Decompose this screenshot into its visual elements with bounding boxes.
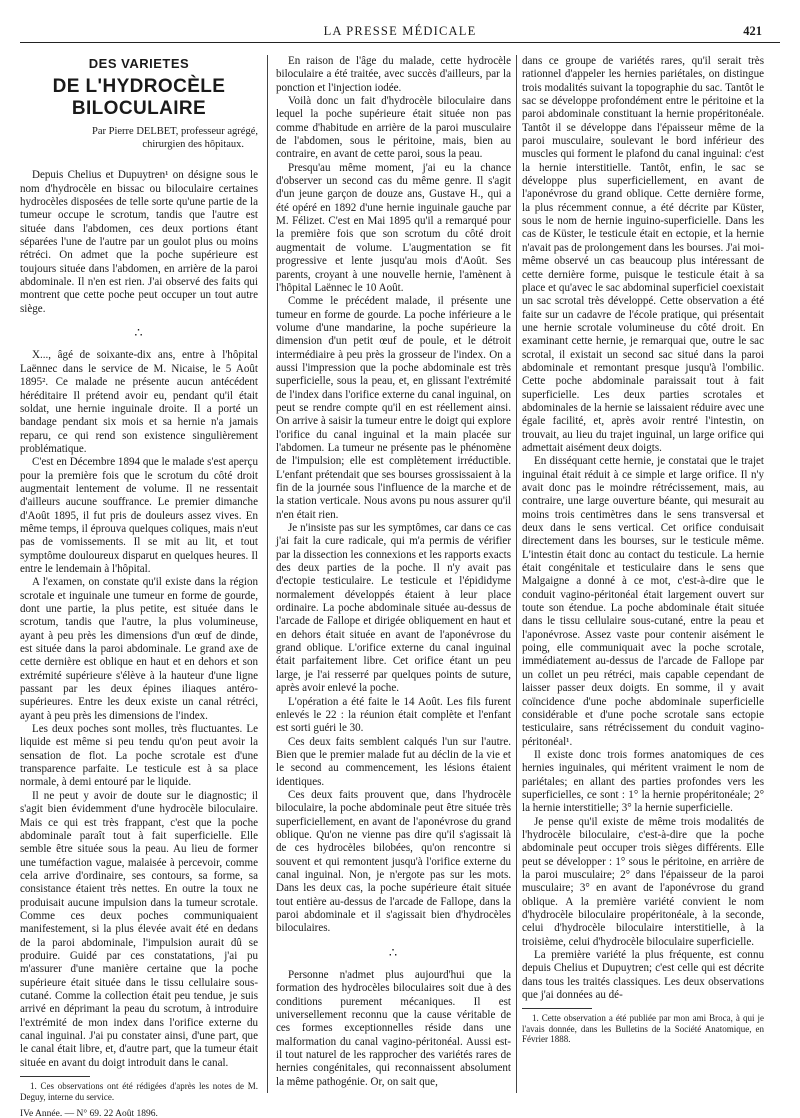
footnote-rule [522, 1008, 592, 1009]
paragraph: Comme le précédent malade, il présente une tumeur en forme de gourde. La poche inférieure a le volume d'une mandarine, la poche supérieure la dimension d'un petit œuf de poule, et le détroit intermédiaire à peu près la grosseur de l'index. On a aussi l'impression que la poche abdominale est très superficielle, sous la peau, et, en glissant l'extrémité de l'index dans l'orifice externe du canal inguinal, on peut se rendre compte qu'il en est réellement ainsi. On arrive à saisir la tumeur entre le doigt qui explore l'orifice du canal inguinal et la main placée sur l'abdomen. La tumeur ne présente pas le phénomène de l'impulsion; elle est complètement irréductible. L'enfant prétendait que ses bourses grossissaient à la fin de la journée sous l'influence de la marche et de la station verticale. Nous avons pu nous assurer qu'il n'en était rien. [276, 295, 511, 521]
paragraph: Presqu'au même moment, j'ai eu la chance d'observer un second cas du même genre. Il s'agit d'un jeune garçon de douze ans, Gustave H., qui a été opéré en 1892 d'une hernie inguinale gauche par M. Félizet. C'est en Mai 1895 qu'il a remarqué pour la première fois que son scrotum du côté droit augmentait de volume. L'augmentation se fit progressive et lente jusqu'au mois d'Août. Ses parents, croyant à une nouvelle hernie, l'amènent à l'hôpital Laënnec le 10 Août. [276, 161, 511, 294]
paragraph: Ces deux faits semblent calqués l'un sur l'autre. Bien que le premier malade fut au déclin de la vie et le second au commencement, les lésions étaient identiques. [276, 735, 511, 788]
issue-line: IVe Année. — N° 69. 22 Août 1896. [20, 1109, 158, 1118]
paragraph: Je n'insiste pas sur les symptômes, car dans ce cas j'ai fait la cure radicale, qui m'a permis de vérifier par la dissection les connexions et les rapports exacts des deux parties de la poche. Il n'y avait pas d'ectopie testiculaire. Le testicule et l'épididyme normalement développés étaient à leur place ordinaire. La poche abdominale située au-dessus de l'arcade de Fallope et dirigée obliquement en haut et en dehors était située en avant de l'aponévrose du grand oblique. L'orifice externe du canal inguinal était parfaitement libre. Cet orifice étant un peu large, je l'ai resserré par quelques points de suture, après avoir enlevé la poche. [276, 522, 511, 695]
column-rule-1 [267, 55, 268, 1093]
paragraph: En disséquant cette hernie, je constatai que le trajet inguinal était réduit à ce simple et large orifice. Il n'y avait donc pas le moindre rétrécissement, mais, au contraire, une large ouverture béante, qui mesurait au moins trois centimètres dans le sens transversal et deux dans le sens vertical. Cet orifice conduisait directement dans les bourses, sur le testicule même. L'intestin était donc au contact du testicule. La hernie était congénitale et testiculaire dans le sens que Malgaigne a donné à ce mot, c'est-à-dire que le conduit vagino-péritonéal était largement ouvert sur toute son étendue. La poche abdominale était située dans le tissu cellulaire sous-cutané, entre la peau et l'aponévrose. Assez vaste pour contenir aisément le poing, elle communiquait avec la poche scrotale, immédiatement au-dessus de l'arcade de Fallope par un collet un peu rétréci, mais capable cependant de laisser passer deux doigts. En somme, il y avait coïncidence d'une poche abdominale superficielle considérable et d'une poche scrotale sans ectopie testiculaire, sans rétrécissement du conduit vagino-péritonéal¹. [522, 455, 764, 748]
column-rule-2 [516, 55, 517, 1093]
paragraph: Voilà donc un fait d'hydrocèle biloculaire dans lequel la poche supérieure était située non pas comme d'habitude en arrière de la paroi musculaire de l'abdomen, sous le péritoine, mais, bien au contraire, en avant de cette paroi, sous la peau. [276, 95, 511, 161]
footnote-rule [20, 1076, 90, 1077]
paragraph: Les deux poches sont molles, très fluctuantes. Le liquide est même si peu tendu qu'on peut avoir la sensation de flot. La poche scrotale est d'une transparence parfaite. Le testicule est à sa place normale, à demi entouré par le liquide. [20, 723, 258, 789]
footnote: 1. Ces observations ont été rédigées d'après les notes de M. Deguy, interne du service. [20, 1081, 258, 1102]
paragraph: En raison de l'âge du malade, cette hydrocèle biloculaire a été traitée, avec succès d'ailleurs, par la ponction et l'injection iodée. [276, 55, 511, 94]
paragraph: Ces deux faits prouvent que, dans l'hydrocèle biloculaire, la poche abdominale peut être située très superficiellement, en avant de l'aponévrose du grand oblique. Qu'on ne vienne pas dire qu'il s'agissait là de ces hydrocèles bilobées, qu'on rencontre si souvent et qui remontent jusqu'à l'orifice externe du canal inguinal. Non, je n'ergote pas sur les mots. Dans les deux cas, la poche supérieure était située tout entière au-dessus de l'arcade de Fallope, dans la paroi abdominale et il s'agissait bien d'hydrocèles biloculaires. [276, 788, 511, 935]
column-3 [522, 55, 764, 1045]
paragraph: dans ce groupe de variétés rares, qu'il serait très rationnel d'appeler les hernies pariétales, on distingue trois modalités suivant la topographie du sac. Tantôt le sac se développe profondément entre le péritoine et la paroi abdominale constituant la hernie propéritonéale. Tantôt il se développe dans l'épaisseur même de la paroi musculaire, soulevant le bord inférieur des muscles qui forment le plafond du canal inguinal: c'est la hernie interstitielle. Tantôt, enfin, le sac se développe plus superficiellement, en avant de l'aponévrose du grand oblique. Cette dernière forme, la plus récemment connue, a été décrite par Küster, sous le nom de hernie inguino-superficielle. Dans les cas de Küster, le testicule était en ectopie, et la hernie n'avait pas de prolongement dans les bourses. J'ai moi-même observé un cas beaucoup plus intéressant de cette dernière forme, puisque le testicule était à sa place et qu'avec le sac abdominal superficiel coexistait un sac scrotal très développé. Cette observation a été faite sur un cadavre de l'école pratique, qui présentait une hernie scrotale volumineuse du côté droit. En examinant cette hernie, je remarquai que, outre le sac scrotal, il existait un second sac situé dans la paroi abdominale et remontant presque jusqu'à l'ombilic. Cette poche abdominale paraissait tout à fait superficielle. Les deux parties scrotales et abdominales de la hernie se laissaient réduire avec une égale facilité, et, après avoir rentré l'intestin, on trouvait, au lieu du trajet inguinal, un large orifice qui admettait aisément deux doigts. [522, 55, 764, 454]
paragraph: X..., âgé de soixante-dix ans, entre à l'hôpital Laënnec dans le service de M. Nicaise, le 5 Août 1895². Ce malade ne présente aucun antécédent héréditaire Il prétend avoir eu, pendant qu'il était soldat, une hernie inguinale droite. Il a porté un bandage pendant six mois et sa hernie n'a jamais reparu, ce qui rend son existence singulièrement problématique. [20, 349, 258, 455]
paragraph: L'opération a été faite le 14 Août. Les fils furent enlevés le 22 : la réunion était complète et l'enfant est sorti guéri le 30. [276, 695, 511, 735]
column-1 [20, 55, 258, 1118]
article-title-line1: DES VARIETES [88, 56, 190, 71]
paragraph: La première variété la plus fréquente, est connu depuis Chelius et Dupuytren; c'est celle qui est décrite dans tous les traités classiques. Les deux observations que j'ai données au dé- [522, 949, 764, 1002]
paragraph: Il existe donc trois formes anatomiques de ces hernies inguinales, qui méritent vraiment le nom de pariétales; en allant des parties profondes vers les superficielles, ce sont : 1° la hernie propéritonéale; 2° la hernie interstitielle; 3° la hernie superficielle. [522, 748, 764, 815]
page-number: 421 [743, 24, 762, 38]
paragraph: Depuis Chelius et Dupuytren¹ on désigne sous le nom d'hydrocèle en bissac ou biloculaire certaines hydrocèles disposées de telle sorte qu'une partie de la tumeur occupe le scrotum, tandis que l'autre est située dans l'abdomen, ces deux portions étant séparées l'une de l'autre par un goulot plus ou moins rétréci. On admet que la poche supérieure est toujours située dans l'abdomen, en arrière de la paroi abdominale. Il n'en est rien. J'ai observé des faits qui montrent que cette poche peut occuper un tout autre siège. [20, 169, 258, 315]
byline-affiliation: chirurgien des hôpitaux. [142, 138, 244, 150]
section-separator: ∴ [134, 325, 144, 341]
paragraph: Personne n'admet plus aujourd'hui que la formation des hydrocèles biloculaires soit due à des conditions purement mécaniques. Il est universellement reconnu que la cause véritable de ces formes exceptionnelles réside dans une malformation du canal vagino-péritonéal. Aussi est-il tout naturel de les rapprocher des variétés rares de hernies congénitales, qui reconnaissent absolument la même pathogénie. Or, on sait que, [276, 969, 511, 1088]
footnote: 1. Cette observation a été publiée par mon ami Broca, à qui je l'avais donnée, dans les Bulletins de la Société Anatomique, en Février 1888. [522, 1013, 764, 1045]
paragraph: C'est en Décembre 1894 que le malade s'est aperçu pour la première fois que le scrotum du côté droit augmentait lentement de volume. Il ne ressentait d'ailleurs aucune souffrance. Le premier dimanche d'Août 1895, il fut pris de douleurs assez vives. En même temps, il éprouva quelques coliques, mais n'eut pas de vomissements. Il se mit au lit, et tout symptôme douloureux disparut en quelques heures. Il entre le lendemain à l'hôpital. [20, 456, 258, 575]
column-2 [276, 55, 511, 1089]
running-head [0, 24, 800, 40]
article-title-line2: DE L'HYDROCÈLE BILOCULAIRE [52, 76, 226, 120]
byline: Par Pierre DELBET, professeur agrégé, [92, 126, 258, 138]
journal-title: LA PRESSE MÉDICALE [323, 24, 477, 38]
header-rule [20, 42, 780, 43]
paragraph: A l'examen, on constate qu'il existe dans la région scrotale et inguinale une tumeur en forme de gourde, dont une partie, la plus petite, est située dans le scrotum, tandis que l'autre, la plus volumineuse, ayant à peu près les dimensions d'un œuf de dinde, est située dans la paroi abdominale. Le grand axe de cette dernière est oblique en haut et en dehors et son extrémité supérieure s'élève à la hauteur d'une ligne passant par les deux épines iliaques antéro-supérieures. Entre les deux existe un canal rétréci, ayant à peu près les dimensions de l'index. [20, 576, 258, 722]
paragraph: Il ne peut y avoir de doute sur le diagnostic; il s'agit bien évidemment d'une hydrocèle biloculaire. Mais ce qui est très frappant, c'est que la poche abdominale paraît tout à fait superficielle. Elle semble être située sous la peau. Au lieu de former une tuméfaction vague, malaisée à percevoir, comme cela arrive d'ordinaire, ses contours, sa forme, sa consistance étaient très nettes. En outre la toux ne produisait aucune impulsion dans la tumeur scrotale. Comme ces deux poches communiquaient manifestement, si la plus élevée avait été en dedans de la paroi abdominale, l'impulsion aurait dû se produire. Guidé par ces constatations, j'ai pu m'assurer d'une manière certaine que la poche supérieure était située dans le tissu cellulaire sous-cutané. Comme la collection était peu tendue, je suis arrivé en déprimant la peau du scrotum, à introduire l'extrémité de mon index dans l'orifice externe du canal inguinal. J'ai pu constater ainsi, d'une part, que le canal était libre, et, d'autre part, que la tumeur était située en avant du doigt introduit dans le canal. [20, 789, 258, 1069]
paragraph: Je pense qu'il existe de même trois modalités de l'hydrocèle biloculaire, c'est-à-dire que la poche abdominale peut occuper trois sièges différents. Elle peut se développer : 1° sous le péritoine, en arrière de la paroi musculaire; 2° dans l'épaisseur de la paroi musculaire; 3° en avant de l'aponévrose du grand oblique. A la première variété convient le nom d'hydrocèle biloculaire propéritonéale, à la seconde, celui d'hydrocèle biloculaire interstitielle, à la troisième, celui d'hydrocèle biloculaire superficielle. [522, 815, 764, 948]
section-separator: ∴ [388, 944, 399, 960]
